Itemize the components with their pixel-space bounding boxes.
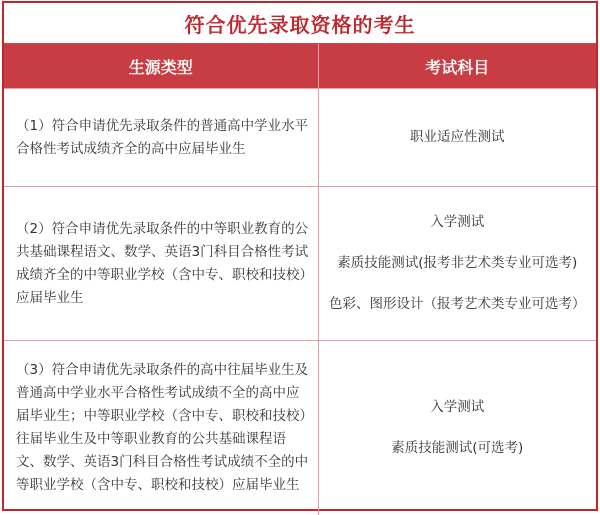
table-row [4,341,596,515]
exam-subjects-cell [318,89,596,187]
table-title: 符合优先录取资格的考生 [185,9,416,38]
admission-table-card [2,1,598,511]
subject-item: 色彩、图形设计（报考艺术类专业可选考） [323,293,593,316]
table-row [4,187,596,341]
subject-item: 入学测试 [323,211,593,234]
header-exam-subjects: 考试科目 [318,44,596,89]
subject-item: 职业适应性测试 [323,126,593,149]
subject-item: 入学测试 [323,396,593,419]
header-source-type: 生源类型 [4,44,318,89]
subject-item: 素质技能测试(报考非艺术类专业可选考) [323,252,593,275]
exam-subjects-cell [318,187,596,341]
source-type-cell: （2）符合申请优先录取条件的中等职业教育的公共基础课程语文、数学、英语3门科目合格性考试成绩齐全的中等职业学校（含中专、职校和技校）应届毕业生 [4,187,318,341]
source-type-cell: （1）符合申请优先录取条件的普通高中学业水平合格性考试成绩齐全的高中应届毕业生 [4,89,318,187]
admission-table [4,44,596,515]
subject-item: 素质技能测试(可选考) [323,437,593,460]
source-type-cell: （3）符合申请优先录取条件的高中往届毕业生及普通高中学业水平合格性考试成绩不全的高中应届毕业生；中等职业学校（含中专、职校和技校）往届毕业生及中等职业教育的公共基础课程语文、数学、英语3门科目合格性考试成绩不全的中等职业学校（含中专、职校和技校）应届毕业生 [4,341,318,515]
header-row [4,44,596,89]
exam-subjects-cell [318,341,596,515]
title-bar [4,3,596,44]
table-row [4,89,596,187]
